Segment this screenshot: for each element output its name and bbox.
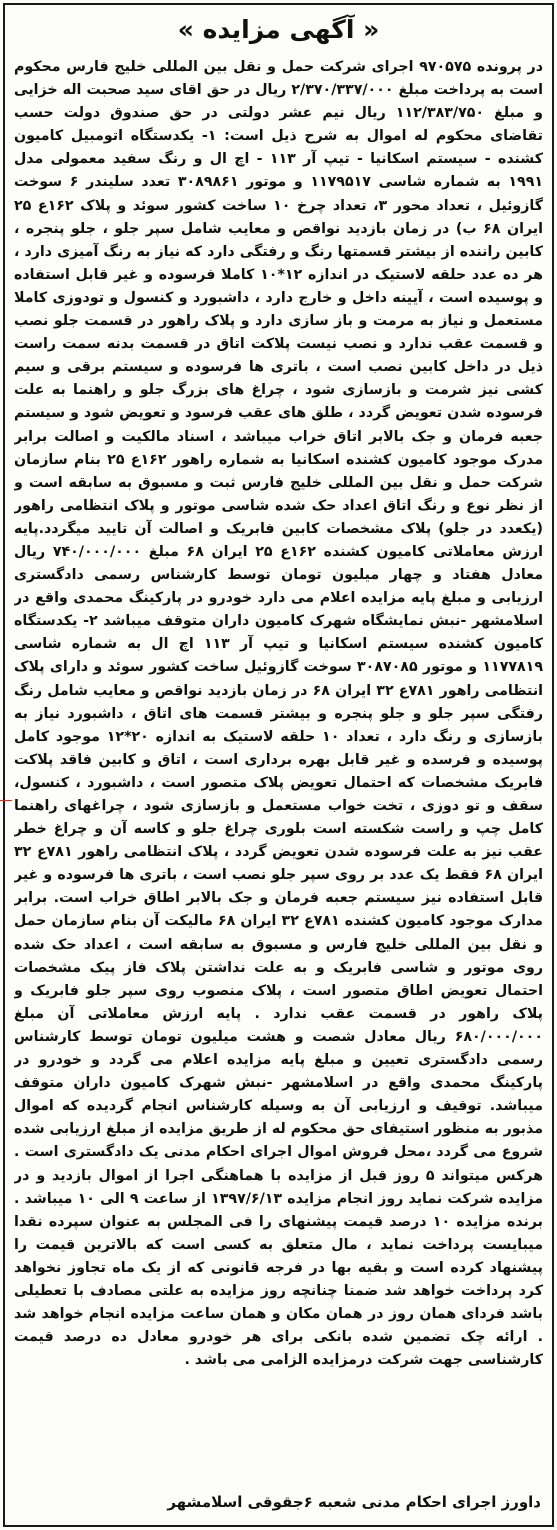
notice-body-paragraph: در پرونده ۹۷۰۵۷۵ اجرای شرکت حمل و نقل بین المللی خلیج فارس محکوم است به پرداخت مبلغ ۲/۳۷۰/۳۳۷/۰۰۰ ریال در حق اقای سید صحبت اله خزایی و مبلغ ۱۱۲/۳۸۳/۷۵۰ ریال نیم عشر دولتی در حق صندوق دولت حسب تقاضای محکوم له اموال به شرح ذیل است: ۱- یکدستگاه اتومبیل کامیون کشنده - سیستم اسکانیا - تیپ آر ۱۱۳ - اچ ال و رنگ سفید معمولی مدل ۱۹۹۱ به شماره شاسی ۱۱۷۹۵۱۷ و موتور ۳۰۸۹۸۶۱ تعدد سلیندر ۶ سوخت گازوئیل ، تعداد محور ۳، تعداد چرخ ۱۰ ساخت کشور سوئد و پلاک ۱۶۲ع ۲۵ ایران ۶۸ ب) در زمان بازدید نواقص و معایب شامل سپر جلو ، جلو پنجره ، کابین راننده از بیشتر قسمتها رنگ و رفتگی دارد که نیاز به رنگ آمیزی دارد ، هر ده عدد حلقه لاستیک در اندازه ۱۲*۱۰ کاملا فرسوده و غیر قابل استفاده و پوسیده است ، آیینه داخل و خارج دارد ، داشبورد و کنسول و تودوزی کاملا مستعمل و نیاز به مرمت و باز سازی دارد و پلاک راهور در قسمت جلو نصب و قسمت عقب ندارد و نصب نیست پلاکت اتاق در قسمت بدنه سمت راست ذیل در داخل کابین نصب است ، باتری ها فرسوده و سیستم برقی و سیم کشی نیز شرمت و بازسازی شود ، چراغ های بزرگ جلو و راهنما به علت فرسوده شدن تعویض گردد ، طلق های عقب فرسود و تعویض شود و سیستم جعبه فرمان و جک بالابر اتاق خراب میباشد ، اسناد مالکیت و اصالت برابر مدرک موجود کامیون کشنده اسکانیا به شماره راهور ۱۶۲ع ۲۵ بنام سازمان شرکت حمل و نقل بین المللی خلیج فارس ثبت و مسبوق به سابقه است و از نظر نوع و رنگ اتاق اعداد حک شده شاسی موتور و پلاک انتظامی راهور (یکعدد در جلو) پلاک مشخصات کابین فابریک و اصالت آن تایید میگردد.پایه ارزش معاملاتی کامیون کشنده ۱۶۲ع ۲۵ ایران ۶۸ مبلغ ۷۴۰/۰۰۰/۰۰۰ ریال معادل هفتاد و چهار میلیون تومان توسط کارشناس رسمی دادگستری ارزیابی و مبلغ پایه مزایده اعلام می دارد خودرو در پارکینگ محمدی واقع در اسلامشهر -نبش نمایشگاه شهرک کامیون داران متوقف میباشد ۲- یکدستگاه کامیون کشنده سیستم اسکانیا و تیپ آر ۱۱۳ اچ ال به شماره شاسی ۱۱۷۷۸۱۹ و موتور ۳۰۸۷۰۸۵ سوخت گازوئیل ساخت کشور سوئد و دارای پلاک انتظامی راهور ۷۸۱ع ۳۲ ایران ۶۸ در زمان بازدید نواقص و معایب شامل رنگ رفتگی سپر جلو و جلو پنجره و بیشتر قسمت های اتاق ، داشبورد نیاز به بازسازی و رنگ دارد ، تعداد ۱۰ حلقه لاستیک به اندازه ۲۰*۱۲ موجود کامل پوسیده و فرسده و غیر قابل بهره برداری است ، اتاق و کابین فاقد پلاکت فابریک مشخصات که احتمال تعویض پلاک متصور است ، داشبورد ، کنسول، سقف و تو دوزی ، تخت خواب مستعمل و بازسازی شود ، چراغهای راهنما کامل چپ و راست شکسته است بلوری چراغ جلو و کاسه آن و چراغ خطر عقب نیز به علت فرسوده شدن تعویض گردد ، پلاک انتظامی راهور ۷۸۱ع ۳۲ ایران ۶۸ فقط یک عدد بر روی سپر جلو نصب است ، باتری ها فرسوده و غیر قابل استفاده نیز سیستم جعبه فرمان و جک بالابر اطاق خراب است. برابر مدارک موجود کامیون کشنده ۷۸۱ع ۳۲ ایران ۶۸ مالیکت آن بنام سازمان حمل و نقل بین المللی خلیج فارس و مسبوق به سابقه است ، اعداد حک شده روی موتور و شاسی فابریک و به علت نداشتن پلاک فاز پیک مشخصات احتمال تعویض اطاق متصور است ، پلاک منصوب روی سپر جلو فابریک و پلاک راهور در قسمت عقب ندارد . پایه ارزش معاملاتی آن مبلغ ۶۸۰/۰۰۰/۰۰۰ ریال معادل شصت و هشت میلیون تومان توسط کارشناس رسمی دادگستری تعیین و مبلغ پایه مزایده اعلام می گردد و خودرو در پارکینگ محمدی واقع در اسلامشهر -نبش شهرک کامیون داران متوقف میباشد. توقیف و ارزیابی آن به وسیله کارشناس انجام گردیده که اموال مذبور به منظور استیفای حق محکوم له از طریق مزایده از مبلغ ارزیابی شده شروع می گردد ،محل فروش اموال اجرای احکام مدنی یک دادگستری است . هرکس میتواند ۵ روز قبل از مزایده با هماهنگی اجرا از اموال بازدید و در مزایده شرکت نماید روز انجام مزایده ۱۳۹۷/۶/۱۳ از ساعت ۹ الی ۱۰ میباشد . برنده مزایده ۱۰ درصد قیمت پیشنهای را فی المجلس به عنوان سپرده نقدا میبایست پرداخت نماید ، مال متعلق به کسی است که بالاترین قیمت را پیشنهاد کرده است و بقیه بها در فرجه قانونی که از یک ماه تجاوز نخواهد کرد پرداخت خواهد شد ضمنا چنانچه روز مزایده به علتی مصادف با تعطیلی باشد فردای همان روز در همان مکان و همان ساعت مزایده انجام خواهد شد . ارائه چک تضمین شده بانکی برای هر خودرو معادل ده درصد قیمت کارشناسی جهت شرکت درمزایده الزامی می باشد . <box>14 59 543 1369</box>
notice-signature: داورز اجرای احکام مدنی شعبه ۶جقوقی اسلامشهر <box>167 1493 541 1511</box>
margin-mark <box>0 800 12 801</box>
notice-body <box>14 56 543 1476</box>
notice-title: « آگهی مزایده » <box>177 15 380 44</box>
